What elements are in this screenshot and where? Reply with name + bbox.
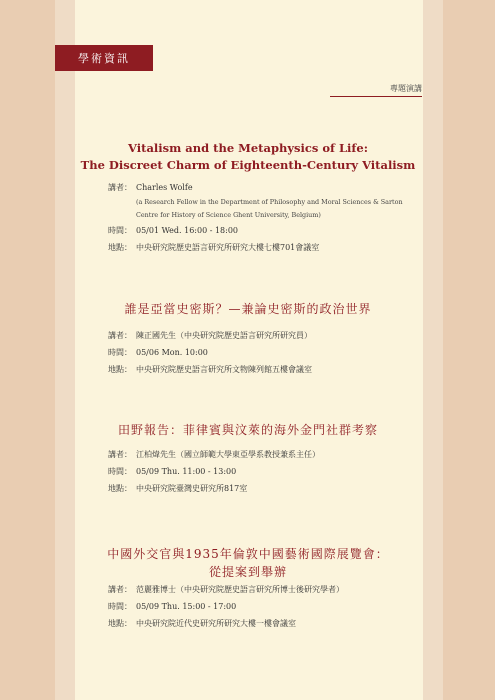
lecture-4-speaker: 范麗雅博士（中央研究院歷史語言研究所博士後研究學者） [136, 585, 344, 594]
speaker-label: 講者： [108, 331, 132, 340]
lecture-3-place-row [108, 480, 428, 497]
lecture-3-speaker-row [108, 446, 428, 463]
lecture-2-place: 中央研究院歷史語言研究所文物陳列館五樓會議室 [136, 365, 312, 374]
lecture-1-time-row [108, 222, 428, 239]
speaker-label: 講者： [108, 450, 132, 459]
lecture-4-title-line-2: 從提案到舉辦 [208, 565, 287, 579]
lecture-3-time-row [108, 463, 428, 480]
lecture-2-speaker-row [108, 327, 428, 344]
place-label: 地點： [108, 619, 132, 628]
lecture-4-place-row [108, 615, 428, 632]
time-label: 時間： [108, 467, 132, 476]
lecture-2-time: 05/06 Mon. 10:00 [136, 348, 208, 357]
lecture-1-speaker: Charles Wolfe [136, 183, 193, 192]
lecture-1-info [108, 179, 428, 256]
left-margin-stripe [0, 0, 55, 700]
place-label: 地點： [108, 484, 132, 493]
lecture-4-time-row [108, 598, 428, 615]
section-tab: 學術資訊 [55, 45, 153, 71]
lecture-1-title-line-2: The Discreet Charm of Eighteenth-Century Vitalism [80, 158, 416, 172]
place-label: 地點： [108, 365, 132, 374]
speaker-label: 講者： [108, 585, 132, 594]
lecture-1-place-row [108, 239, 428, 256]
lecture-4-info [108, 581, 428, 632]
lecture-3-place: 中央研究院臺灣史研究所817室 [136, 484, 248, 493]
lecture-1-time: 05/01 Wed. 16:00 - 18:00 [136, 226, 239, 235]
time-label: 時間： [108, 226, 132, 235]
lecture-3-speaker: 江柏煒先生（國立師範大學東亞學系教授兼系主任） [136, 450, 320, 459]
topic-label: 專題演講 [330, 83, 422, 97]
lecture-2-place-row [108, 361, 428, 378]
speaker-label: 講者： [108, 183, 132, 192]
lecture-4-time: 05/09 Thu. 15:00 - 17:00 [136, 602, 237, 611]
lecture-1-affiliation-line-2: Centre for History of Science Ghent University, Belgium) [136, 211, 321, 219]
lecture-2-title-line-1: 誰是亞當史密斯？—兼論史密斯的政治世界 [124, 302, 372, 316]
lecture-1-speaker-row [108, 179, 428, 196]
lecture-1-place: 中央研究院歷史語言研究所研究大樓七樓701會議室 [136, 243, 320, 252]
lecture-2-title [78, 300, 418, 318]
lecture-4-title [78, 545, 418, 581]
lecture-4-place: 中央研究院近代史研究所研究大樓一樓會議室 [136, 619, 296, 628]
lecture-1-affiliation-line-1: (a Research Fellow in the Department of Philosophy and Moral Sciences & Sarton [136, 198, 403, 206]
lecture-1-title [78, 140, 418, 174]
lecture-3-info [108, 446, 428, 497]
lecture-2-time-row [108, 344, 428, 361]
place-label: 地點： [108, 243, 132, 252]
lecture-2-info [108, 327, 428, 378]
time-label: 時間： [108, 602, 132, 611]
lecture-3-time: 05/09 Thu. 11:00 - 13:00 [136, 467, 237, 476]
lecture-4-title-line-1: 中國外交官與1935年倫敦中國藝術國際展覽會： [107, 547, 389, 561]
right-margin-stripe [443, 0, 495, 700]
lecture-1-title-line-1: Vitalism and the Metaphysics of Life: [128, 141, 368, 155]
time-label: 時間： [108, 348, 132, 357]
lecture-3-title-line-1: 田野報告：菲律賓與汶萊的海外金門社群考察 [117, 423, 378, 437]
lecture-4-speaker-row [108, 581, 428, 598]
lecture-3-title [78, 421, 418, 439]
lecture-2-speaker: 陳正國先生（中央研究院歷史語言研究所研究員） [136, 331, 312, 340]
